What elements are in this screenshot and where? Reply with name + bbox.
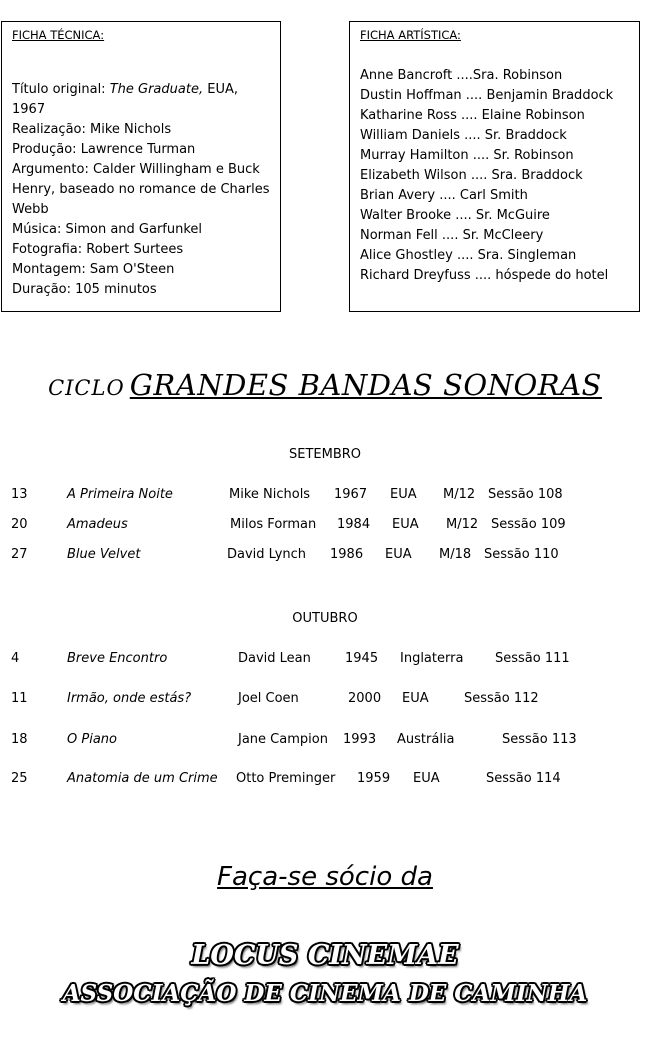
cast-line: Katharine Ross .... Elaine Robinson (360, 108, 585, 123)
ciclo-heading (0, 368, 650, 402)
cast-line: Murray Hamilton .... Sr. Robinson (360, 148, 574, 163)
fotografia: Fotografia: Robert Surtees (12, 242, 184, 257)
session-year: 1959 (357, 771, 391, 786)
session-director: Joel Coen (238, 691, 299, 706)
session-number: Sessão 110 (484, 547, 559, 562)
session-director: Otto Preminger (236, 771, 336, 786)
ficha-tecnica-box (1, 21, 281, 312)
session-day: 13 (11, 487, 28, 502)
session-number: Sessão 111 (495, 651, 570, 666)
ciclo-title: GRANDES BANDAS SONORAS (129, 368, 602, 402)
session-year: 1984 (337, 517, 371, 532)
argumento-3: Webb (12, 202, 49, 217)
session-day: 4 (11, 651, 20, 666)
session-film: A Primeira Noite (67, 487, 173, 502)
session-country: EUA (413, 771, 440, 786)
schedule-row (0, 651, 650, 671)
session-film: Blue Velvet (67, 547, 141, 562)
session-film: O Piano (67, 732, 117, 747)
schedule-row (0, 547, 650, 567)
month-outubro: OUTUBRO (292, 611, 358, 626)
duracao: Duração: 105 minutos (12, 282, 157, 297)
promo-text: Faça-se sócio da (217, 862, 433, 892)
session-day: 18 (11, 732, 28, 747)
session-country: EUA (390, 487, 417, 502)
session-rating: M/12 (443, 487, 476, 502)
producao: Produção: Lawrence Turman (12, 142, 196, 157)
locus-cinemae-logo: LOCUS CINEMAE (191, 940, 459, 971)
schedule-row (0, 771, 650, 791)
session-year: 1967 (334, 487, 368, 502)
schedule-row (0, 487, 650, 507)
ficha-artistica-box (349, 21, 640, 312)
cast-line: Dustin Hoffman .... Benjamin Braddock (360, 88, 614, 103)
session-number: Sessão 108 (488, 487, 563, 502)
titulo-rest: EUA, (203, 82, 238, 97)
schedule-row (0, 691, 650, 711)
titulo-year: 1967 (12, 102, 46, 117)
realizacao: Realização: Mike Nichols (12, 122, 172, 137)
session-film: Irmão, onde estás? (67, 691, 192, 706)
session-number: Sessão 109 (491, 517, 566, 532)
titulo-value: The Graduate, (109, 82, 204, 97)
session-day: 11 (11, 691, 28, 706)
argumento-2: Henry, baseado no romance de Charles (12, 182, 270, 197)
session-number: Sessão 113 (502, 732, 577, 747)
associacao-logo: ASSOCIAÇÃO DE CINEMA DE CAMINHA (62, 980, 588, 1007)
session-country: EUA (392, 517, 419, 532)
session-year: 1993 (343, 732, 377, 747)
titulo-original-line (12, 80, 270, 100)
session-film: Anatomia de um Crime (67, 771, 218, 786)
schedule-row (0, 732, 650, 752)
month-setembro: SETEMBRO (288, 447, 362, 462)
cast-line: William Daniels .... Sr. Braddock (360, 128, 567, 143)
cast-line: Elizabeth Wilson .... Sra. Braddock (360, 168, 583, 183)
ficha-artistica-title: FICHA ARTÍSTICA: (360, 28, 461, 42)
session-country: EUA (385, 547, 412, 562)
session-film: Breve Encontro (67, 651, 168, 666)
session-year: 2000 (348, 691, 382, 706)
schedule-row (0, 517, 650, 537)
session-director: Milos Forman (230, 517, 317, 532)
session-country: Inglaterra (400, 651, 464, 666)
musica: Música: Simon and Garfunkel (12, 222, 203, 237)
cast-line: Walter Brooke .... Sr. McGuire (360, 208, 550, 223)
ficha-tecnica-title: FICHA TÉCNICA: (12, 28, 105, 42)
session-year: 1986 (330, 547, 364, 562)
cast-line: Richard Dreyfuss .... hóspede do hotel (360, 268, 609, 283)
session-number: Sessão 114 (486, 771, 561, 786)
session-film: Amadeus (67, 517, 128, 532)
session-day: 25 (11, 771, 28, 786)
session-rating: M/18 (439, 547, 472, 562)
session-director: David Lean (238, 651, 311, 666)
session-year: 1945 (345, 651, 379, 666)
session-day: 20 (11, 517, 28, 532)
session-country: EUA (402, 691, 429, 706)
session-director: Jane Campion (238, 732, 328, 747)
session-rating: M/12 (446, 517, 479, 532)
cast-line: Alice Ghostley .... Sra. Singleman (360, 248, 577, 263)
session-director: David Lynch (227, 547, 307, 562)
session-day: 27 (11, 547, 28, 562)
ciclo-label: CICLO (48, 376, 125, 400)
cast-line: Brian Avery .... Carl Smith (360, 188, 528, 203)
cast-line: Norman Fell .... Sr. McCleery (360, 228, 544, 243)
session-number: Sessão 112 (464, 691, 539, 706)
titulo-label: Título original: (12, 82, 110, 97)
cast-line: Anne Bancroft ....Sra. Robinson (360, 68, 563, 83)
session-country: Austrália (397, 732, 455, 747)
session-director: Mike Nichols (229, 487, 311, 502)
argumento-1: Argumento: Calder Willingham e Buck (12, 162, 260, 177)
montagem: Montagem: Sam O'Steen (12, 262, 175, 277)
